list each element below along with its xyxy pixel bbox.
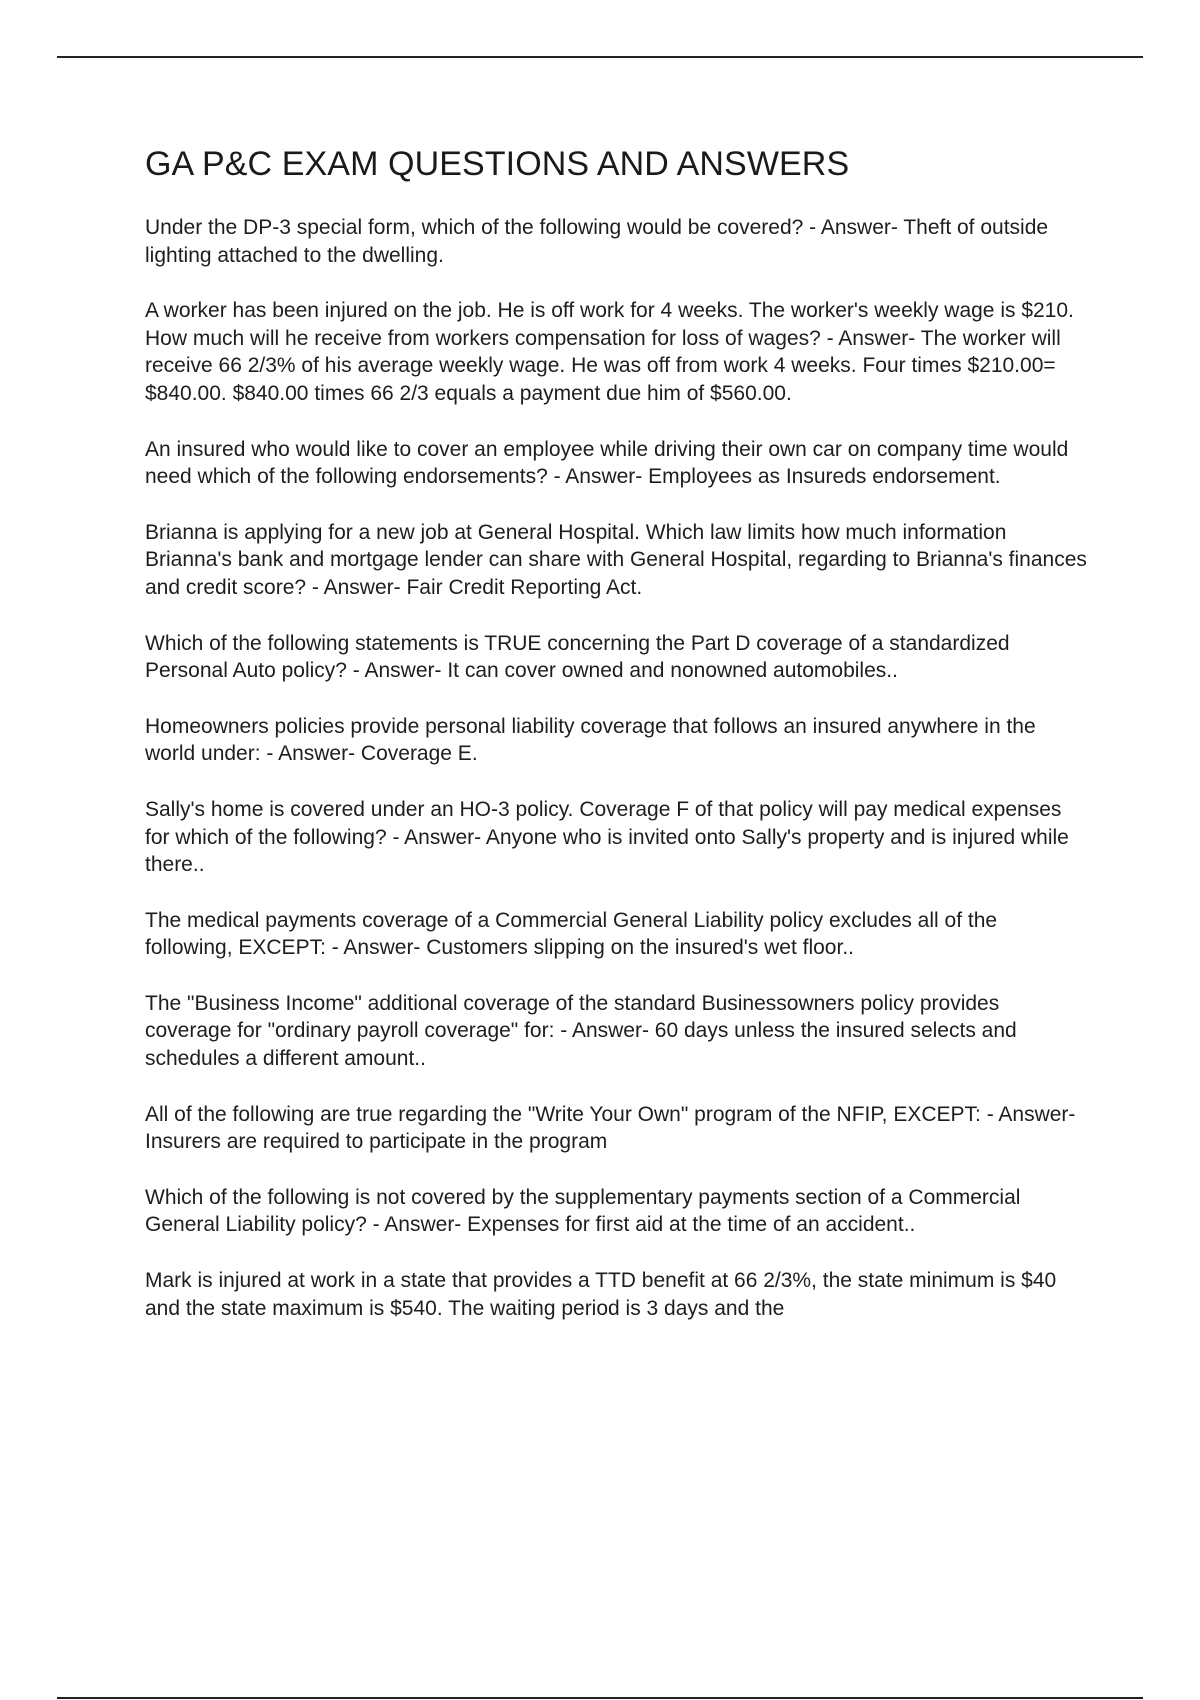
qa-entry: Mark is injured at work in a state that provides a TTD benefit at 66 2/3%, the state minimum is $40 and the state maximum is $540. The waiting period is 3 days and the	[145, 1269, 1057, 1320]
page-title: GA P&C EXAM QUESTIONS AND ANSWERS	[145, 145, 850, 183]
qa-entry: An insured who would like to cover an employee while driving their own car on company time would need which of the following endorsements? - Answer- Employees as Insureds endorsement.	[145, 437, 1069, 489]
document-body	[145, 142, 1090, 1350]
qa-entry: The "Business Income" additional coverage of the standard Businessowners policy provides coverage for "ordinary payroll coverage" for: - Answer- 60 days unless the insured selects and schedules a different amount..	[145, 991, 1017, 1071]
qa-entry: Which of the following is not covered by the supplementary payments section of a Commercial General Liability policy? - Answer- Expenses for first aid at the time of an accident..	[145, 1185, 1021, 1237]
qa-entry: Which of the following statements is TRUE concerning the Part D coverage of a standardized Personal Auto policy? - Answer- It can cover owned and nonowned automobiles..	[145, 631, 1010, 683]
qa-entry: Sally's home is covered under an HO-3 policy. Coverage F of that policy will pay medical expenses for which of the following? - Answer- Anyone who is invited onto Sally's property and is injured while there..	[145, 797, 1069, 877]
bottom-rule	[57, 1697, 1143, 1699]
qa-entry: Under the DP-3 special form, which of the following would be covered? - Answer- Theft of outside lighting attached to the dwelling.	[145, 216, 1049, 267]
qa-entry: Homeowners policies provide personal liability coverage that follows an insured anywhere in the world under: - Answer- Coverage E.	[145, 714, 1036, 766]
top-rule	[57, 56, 1143, 58]
qa-entry: The medical payments coverage of a Commercial General Liability policy excludes all of the following, EXCEPT: - Answer- Customers slipping on the insured's wet floor..	[145, 908, 998, 960]
qa-entry: All of the following are true regarding the "Write Your Own" program of the NFIP, EXCEPT: - Answer- Insurers are required to participate in the program	[145, 1102, 1076, 1154]
qa-entry: A worker has been injured on the job. He is off work for 4 weeks. The worker's weekly wage is $210. How much will he receive from workers compensation for loss of wages? - Answer- The worker will receive 66 2/3% of his average weekly wage. He was off from work 4 weeks. Four times $210.00= $840.00. $840.00 times 66 2/3 equals a payment due him of $560.00.	[145, 299, 1074, 405]
qa-entry: Brianna is applying for a new job at General Hospital. Which law limits how much information Brianna's bank and mortgage lender can share with General Hospital, regarding to Brianna's finances and credit score? - Answer- Fair Credit Reporting Act.	[145, 520, 1087, 599]
